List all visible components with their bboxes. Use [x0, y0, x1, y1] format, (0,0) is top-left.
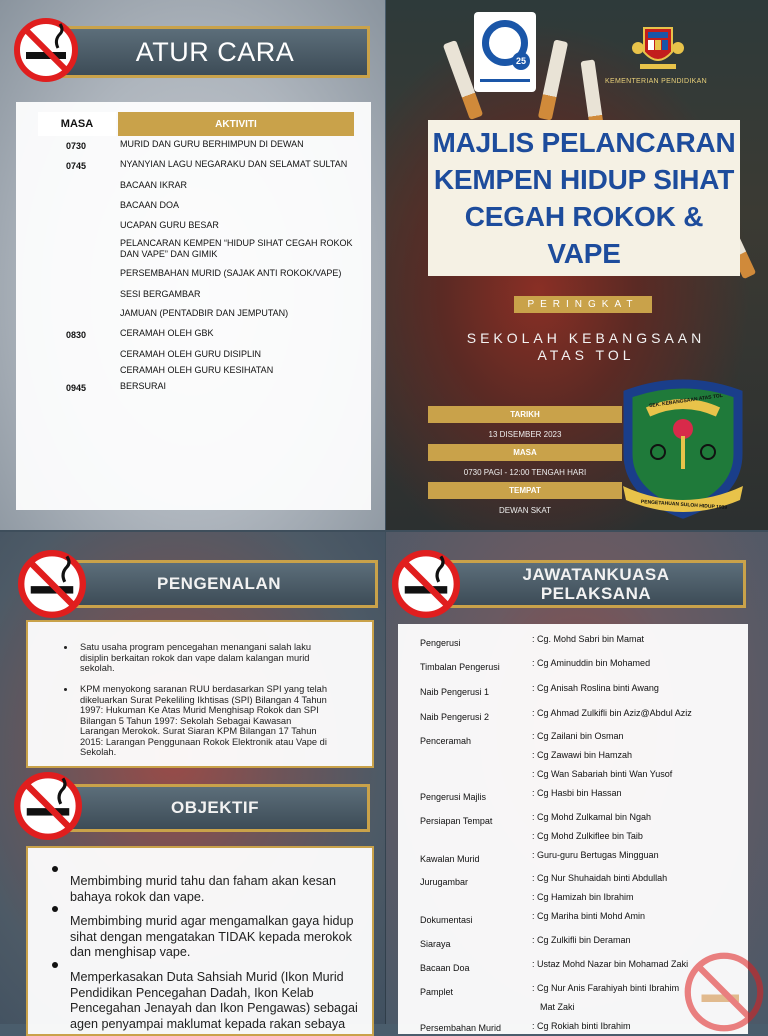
objektif-item-3 — [70, 970, 370, 1032]
school-name-line: ATAS TOL — [537, 347, 635, 363]
committee-member: Mat Zaki — [540, 1002, 575, 1012]
committee-member: : Cg Zailani bin Osman — [532, 731, 624, 741]
committee-member: : Cg Nur Anis Farahiyah binti Ibrahim — [532, 983, 680, 993]
pengenalan-line: dikeluarkan Surat Pekeliling Ikhtisas (SPI) Bilangan 4 Tahun — [80, 694, 327, 705]
col-header-aktiviti: AKTIVITI — [118, 112, 354, 136]
jawatankuasa-title-line: PELAKSANA — [540, 584, 652, 603]
committee-role: Bacaan Doa — [420, 963, 470, 973]
committee-member: : Cg Zawawi bin Hamzah — [532, 750, 633, 760]
no-smoking-icon — [14, 772, 82, 840]
committee-member: : Cg Anisah Roslina binti Awang — [532, 683, 659, 693]
table-row-time: 0945 — [66, 383, 87, 393]
objektif-line: agen penyampai maklumat kepada rakan sebaya — [70, 1016, 346, 1031]
atur-cara-panel — [0, 0, 385, 530]
pengenalan-panel — [0, 532, 385, 1031]
table-row-activity: PELANCARAN KEMPEN “HIDUP SIHAT CEGAH ROKOK DAN VAPE” DAN GIMIK — [120, 238, 353, 259]
table-row-time: 0830 — [66, 330, 87, 340]
atur-cara-table — [16, 102, 371, 510]
masa-label: MASA — [428, 444, 622, 461]
committee-member: : Cg Hasbi bin Hassan — [532, 788, 622, 798]
tarikh-value: 13 DISEMBER 2023 — [488, 429, 562, 439]
objektif-line: bahaya rokok dan vape. — [70, 889, 205, 904]
tarikh-label: TARIKH — [428, 406, 622, 423]
pengenalan-line: Larangan Merokok. Surat Siaran KPM Bilangan 17 Tahun — [80, 726, 317, 736]
tempat-value: DEWAN SKAT — [498, 505, 551, 515]
bullet-dot — [64, 646, 67, 649]
committee-role: Naib Pengerusi 2 — [420, 712, 490, 722]
table-row-activity: PERSEMBAHAN MURID (SAJAK ANTI ROKOK/VAPE) — [120, 268, 342, 278]
table-row-activity: CERAMAH OLEH GURU KESIHATAN — [120, 365, 274, 375]
pengenalan-banner — [60, 560, 378, 608]
committee-role: Siaraya — [420, 939, 451, 949]
event-title-line: MAJLIS PELANCARAN — [432, 127, 736, 158]
table-row-activity: NYANYIAN LAGU NEGARAKU DAN SELAMAT SULTAN — [120, 159, 348, 169]
committee-role: Kawalan Murid — [420, 854, 480, 864]
pengenalan-line: Sekolah. — [80, 747, 117, 757]
objektif-line: sihat dengan mengatakan TIDAK kepada merokok — [70, 929, 352, 944]
event-title-line: CEGAH ROKOK & VAPE — [464, 201, 704, 269]
committee-member: : Cg Ahmad Zulkifli bin Aziz@Abdul Aziz — [532, 708, 692, 718]
jawatankuasa-banner — [446, 560, 746, 608]
pengenalan-point-2 — [80, 684, 356, 758]
committee-role: Dokumentasi — [420, 915, 473, 925]
committee-member: : Cg Mohd Zulkiflee bin Taib — [532, 831, 643, 841]
col-header-masa: MASA — [38, 112, 116, 136]
pengenalan-point-1: Satu usaha program pencegahan menangani salah laku disiplin berkaitan rokok dan vape dalam kalangan murid sekolah. — [80, 642, 312, 673]
event-title-box — [428, 120, 740, 276]
jawatankuasa-panel — [386, 532, 768, 1033]
pengenalan-line: KPM menyokong saranan RUU berdasarkan SPI yang telah — [80, 684, 328, 694]
objektif-line: Membimbing murid agar mengamalkan gaya hidup — [70, 914, 354, 928]
committee-role: Naib Pengerusi 1 — [420, 687, 490, 697]
table-row-time: 0745 — [66, 161, 87, 171]
bullet-dot — [64, 688, 67, 691]
table-row-time: 0730 — [66, 141, 87, 151]
committee-member: : Cg Zulkifli bin Deraman — [532, 935, 631, 945]
table-row-activity: BACAAN IKRAR — [120, 180, 188, 190]
committee-member: : Cg. Mohd Sabri bin Mamat — [532, 634, 645, 644]
bullet-dot — [52, 906, 58, 912]
peringkat-label: PERINGKAT — [514, 296, 652, 313]
committee-member: : Cg Mariha binti Mohd Amin — [532, 911, 646, 921]
atur-cara-banner — [60, 26, 370, 78]
committee-member: : Cg Hamizah bin Ibrahim — [532, 892, 634, 902]
school-name-line: SEKOLAH KEBANGSAAN — [466, 330, 706, 346]
committee-role: Jurugambar — [420, 877, 469, 887]
school-ring-text: SEK. KEBANGSAAN ATAS TOL — [648, 392, 724, 410]
pengenalan-card — [26, 620, 374, 768]
committee-role: Pengerusi — [420, 638, 461, 648]
committee-member: : Cg Mohd Zulkamal bin Ngah — [532, 812, 652, 822]
bullet-dot — [52, 962, 58, 968]
table-row-activity: CERAMAH OLEH GURU DISIPLIN — [120, 349, 262, 359]
table-row-activity: BACAAN DOA — [120, 200, 180, 210]
committee-role: Persiapan Tempat — [420, 816, 493, 826]
committee-member: : Cg Nur Shuhaidah binti Abdullah — [532, 873, 668, 883]
objektif-line: Pencegahan Jenayah dan Ikon Pengawas) sebagai — [70, 1001, 358, 1015]
table-row-activity: SESI BERGAMBAR — [120, 289, 201, 299]
tempat-label: TEMPAT — [428, 482, 622, 499]
objektif-title: OBJEKTIF — [170, 798, 260, 817]
cover-panel — [386, 0, 768, 530]
jawatankuasa-title-line: JAWATANKUASA — [522, 565, 670, 584]
committee-role: Penceramah — [420, 736, 472, 746]
program-logo — [474, 12, 536, 92]
objektif-line: dan menghisap vape. — [70, 945, 191, 959]
no-smoking-icon — [392, 550, 460, 618]
objektif-item-2 — [70, 914, 370, 961]
table-row-activity: UCAPAN GURU BESAR — [120, 220, 219, 230]
no-smoking-icon — [18, 550, 86, 618]
malaysia-crest-icon — [630, 22, 686, 74]
event-title-line: KEMPEN HIDUP SIHAT — [433, 164, 735, 195]
objektif-line: Pendidikan Pencegahan Dadah, Ikon Kelab — [70, 985, 314, 1000]
logo-number: 25 — [512, 52, 530, 70]
objektif-item-1 — [70, 874, 370, 905]
pengenalan-line: 2015: Larangan Penggunaan Rokok Elektronik atau Vape di — [80, 736, 327, 747]
objektif-banner — [60, 784, 370, 832]
table-row-activity: BERSURAI — [120, 381, 167, 391]
kpm-label: KEMENTERIAN PENDIDIKAN — [605, 78, 707, 85]
cigarette-graphic — [538, 39, 568, 120]
committee-role: Timbalan Pengerusi — [420, 662, 500, 672]
masa-value: 0730 PAGI - 12:00 TENGAH HARI — [463, 467, 587, 477]
pengenalan-title: PENGENALAN — [156, 574, 281, 593]
pengenalan-line: 1997: Hukuman Ke Atas Murid Menghisap Rokok dan SPI — [80, 705, 319, 715]
committee-member: : Cg Wan Sabariah binti Wan Yusof — [532, 769, 673, 779]
committee-role: Persembahan Murid — [420, 1023, 502, 1033]
bullet-dot — [52, 866, 58, 872]
committee-role: Pengerusi Majlis — [420, 792, 487, 802]
committee-member: : Cg Aminuddin bin Mohamed — [532, 658, 651, 668]
no-smoking-icon — [14, 18, 78, 82]
table-row-activity: JAMUAN (PENTADBIR DAN JEMPUTAN) — [120, 308, 289, 318]
committee-role: Pamplet — [420, 987, 454, 997]
table-row-activity: CERAMAH OLEH GBK — [120, 328, 214, 338]
objektif-line: Membimbing murid tahu dan faham akan kesan — [70, 874, 337, 888]
committee-member: : Guru-guru Bertugas Mingguan — [532, 850, 659, 860]
objektif-line: Memperkasakan Duta Sahsiah Murid (Ikon Murid — [70, 970, 344, 984]
pengenalan-line: Bilangan 5 Tahun 1997: Sekolah Sebagai Kawasan — [80, 715, 292, 726]
committee-member: : Ustaz Mohd Nazar bin Mohamad Zaki — [532, 959, 689, 969]
objektif-card — [26, 846, 374, 1036]
atur-cara-title: ATUR CARA — [135, 36, 295, 67]
table-row-activity: MURID DAN GURU BERHIMPUN DI DEWAN — [120, 139, 304, 149]
school-motto: PENGETAHUAN SULOH HIDUP 1939 — [640, 498, 728, 512]
committee-member: : Cg Rokiah binti Ibrahim — [532, 1021, 631, 1031]
no-smoking-icon — [684, 952, 764, 1032]
school-name — [456, 330, 716, 364]
